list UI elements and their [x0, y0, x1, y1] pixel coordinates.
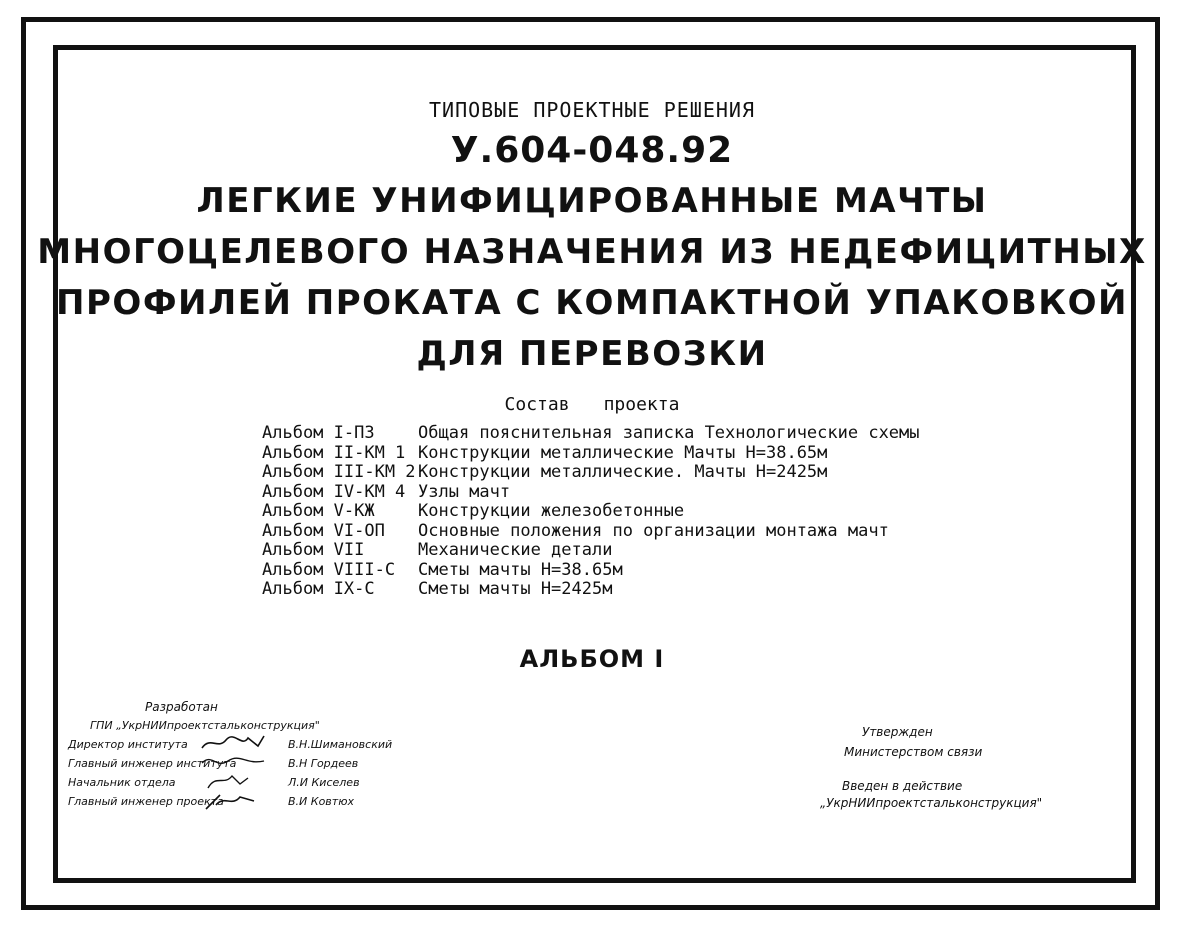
album-row: [262, 444, 920, 464]
title-line: ДЛЯ ПЕРЕВОЗКИ: [416, 334, 768, 374]
developer-title: Разработан: [145, 700, 218, 714]
approved-label: Утвержден: [862, 725, 933, 739]
album-description: Конструкции металлические. Мачты Н=2425м: [418, 462, 828, 482]
album-description: Сметы мачты Н=2425м: [418, 579, 613, 599]
document-title: [0, 176, 1184, 380]
album-description: Узлы мачт: [418, 481, 511, 502]
album-row: [262, 561, 920, 581]
composition-heading: Состав проекта: [504, 394, 680, 415]
signatory-role: Главный инженер проекта: [68, 795, 224, 808]
album-description: Основные положения по организации монтажа мачт: [418, 520, 889, 541]
album-description: Механические детали: [418, 540, 613, 560]
album-code: Альбом IV-КМ 4: [262, 481, 406, 502]
title-line: МНОГОЦЕЛЕВОГО НАЗНАЧЕНИЯ ИЗ НЕДЕФИЦИТНЫХ: [37, 232, 1147, 272]
album-row: [262, 483, 920, 503]
album-code: Альбом V-КЖ: [262, 501, 375, 521]
album-code: Альбом VII: [262, 540, 365, 560]
album-row: [262, 424, 920, 444]
album-row: [262, 463, 920, 483]
album-row: [262, 541, 920, 561]
album-code: Альбом IX-С: [262, 579, 375, 599]
album-code: Альбом VI-ОП: [262, 520, 385, 541]
album-code: Альбом III-КМ 2: [262, 462, 416, 482]
signature-mark: [198, 789, 268, 813]
album-description: Сметы мачты Н=38.65м: [418, 559, 623, 580]
signatory-role: Директор института: [68, 738, 188, 751]
title-line: ЛЕГКИЕ УНИФИЦИРОВАННЫЕ МАЧТЫ: [196, 181, 988, 221]
signatory-name: В.Н.Шимановский: [288, 738, 393, 751]
album-description: Общая пояснительная записка Технологические схемы: [418, 423, 920, 443]
album-code: Альбом I-ПЗ: [262, 423, 375, 443]
album-description: Конструкции железобетонные: [418, 501, 685, 521]
signatory-name: Л.И Киселев: [288, 776, 360, 789]
title-line: ПРОФИЛЕЙ ПРОКАТА С КОМПАКТНОЙ УПАКОВКОЙ: [56, 283, 1128, 323]
signatory-role: Начальник отдела: [68, 776, 176, 789]
album-code: Альбом II-КМ 1: [262, 442, 406, 463]
introduced-by: „УкрНИИпроектстальконструкция": [820, 796, 1043, 810]
album-row: [262, 522, 920, 542]
album-row: [262, 502, 920, 522]
signatory-name: В.Н Гордеев: [288, 757, 359, 770]
signatory-name: В.И Ковтюх: [288, 795, 354, 808]
album-row: [262, 580, 920, 600]
document-code: У.604-048.92: [450, 130, 734, 171]
developer-org: ГПИ „УкрНИИпроектстальконструкция": [90, 719, 320, 732]
introduced-label: Введен в действие: [842, 779, 963, 793]
album-number: АЛЬБОМ I: [519, 645, 665, 673]
approved-by: Министерством связи: [844, 745, 983, 759]
series-label: ТИПОВЫЕ ПРОЕКТНЫЕ РЕШЕНИЯ: [428, 98, 756, 122]
album-code: Альбом VIII-С: [262, 559, 396, 580]
signatory-role: Главный инженер института: [68, 757, 237, 770]
album-description: Конструкции металлические Мачты Н=38.65м: [418, 442, 828, 463]
album-list: [262, 424, 920, 600]
